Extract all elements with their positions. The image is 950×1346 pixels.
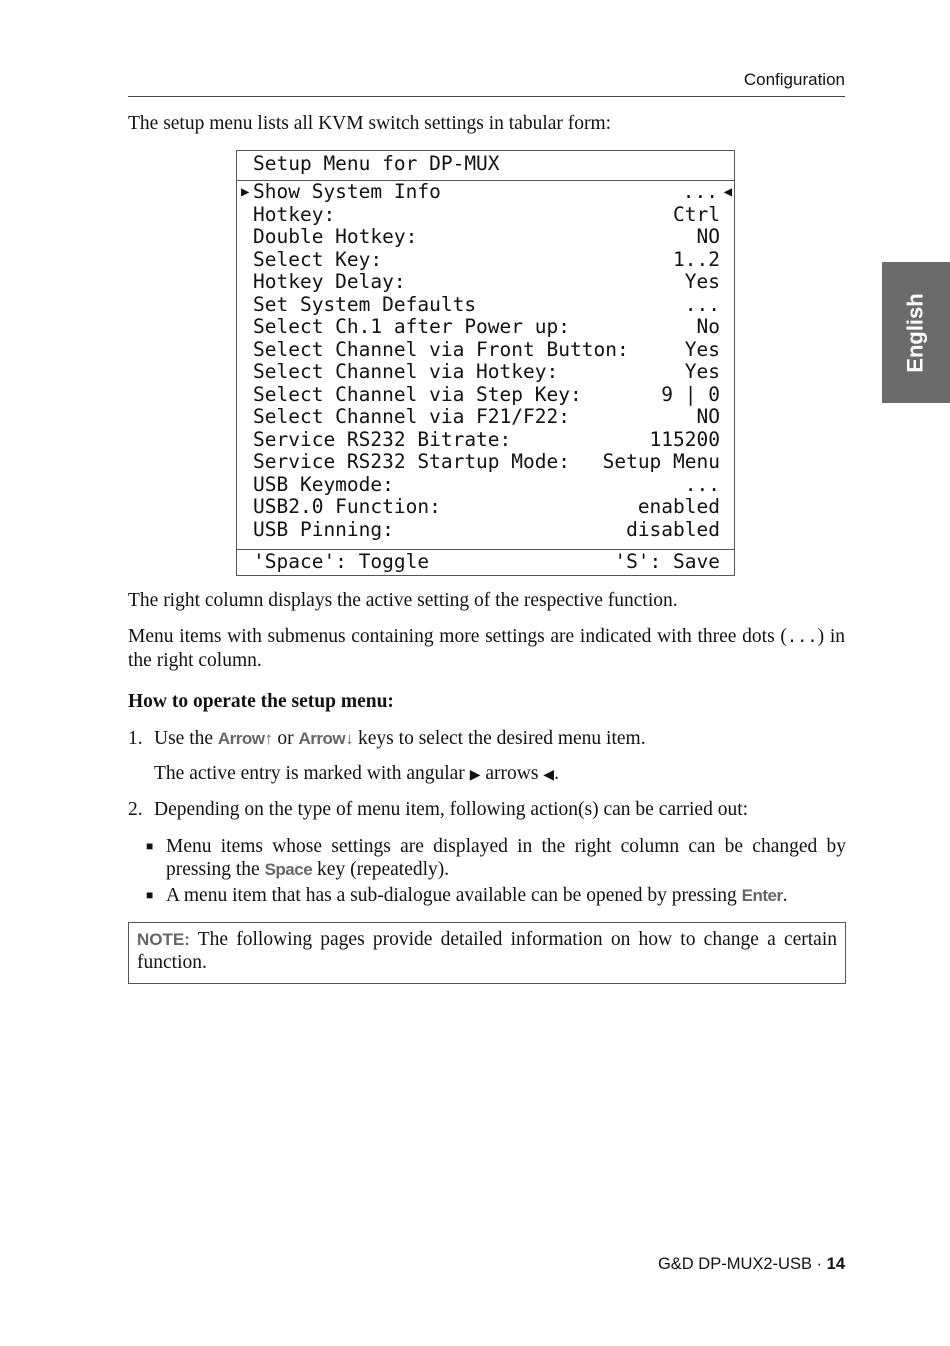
menu-row-value: ...	[684, 292, 720, 316]
menu-row-label: Show System Info	[253, 180, 441, 203]
menu-row[interactable]	[237, 384, 734, 407]
bullet-icon: ■	[146, 888, 154, 902]
menu-row-value: Yes	[684, 270, 720, 293]
menu-row-value: Yes	[684, 360, 720, 383]
step-1-note	[154, 762, 844, 787]
menu-row[interactable]	[237, 271, 734, 294]
menu-row[interactable]	[237, 496, 734, 519]
step-2-text: Depending on the type of menu item, following action(s) can be carried out:	[154, 799, 749, 820]
dots-symbol: ...	[786, 627, 818, 647]
page-number: 14	[826, 1255, 845, 1273]
text: Use the	[154, 728, 218, 749]
menu-row[interactable]	[237, 181, 734, 204]
menu-row-value: 115200	[649, 427, 720, 451]
text: .	[782, 885, 788, 906]
bullet-icon: ■	[146, 839, 154, 853]
menu-row[interactable]	[237, 406, 734, 429]
menu-row-value: 9 | 0	[661, 382, 720, 406]
arrow-down-key: Arrow↓	[298, 729, 354, 748]
paragraph-right-column: The right column displays the active setting of the respective function.	[128, 590, 678, 611]
menu-row-label: Service RS232 Bitrate:	[253, 427, 512, 451]
menu-row-value: No	[696, 315, 720, 338]
menu-row-value: NO	[696, 225, 720, 248]
menu-row-label: Service RS232 Startup Mode:	[253, 450, 570, 473]
enter-key: Enter	[741, 886, 783, 905]
menu-row[interactable]	[237, 294, 734, 317]
menu-row[interactable]	[237, 474, 734, 497]
arrow-up-key: Arrow↑	[217, 729, 273, 748]
bullet-1-text	[166, 835, 846, 881]
menu-row-label: Double Hotkey:	[253, 225, 418, 248]
menu-row-value: ...	[684, 472, 720, 496]
step-1-text	[154, 727, 646, 750]
active-left-pointer-icon: ◀	[723, 184, 732, 200]
menu-row-value: Setup Menu	[602, 450, 720, 473]
para2-text-b: ) in the right column.	[128, 626, 845, 671]
menu-row-label: Set System Defaults	[253, 292, 477, 316]
step-number: 2.	[128, 799, 143, 820]
menu-row-value: enabled	[637, 495, 720, 518]
text: A menu item that has a sub-dialogue available can be opened by pressing	[166, 885, 742, 906]
section-title: Configuration	[743, 70, 845, 89]
menu-title: Setup Menu for DP-MUX	[237, 151, 734, 181]
menu-row[interactable]	[237, 339, 734, 362]
page-header	[128, 70, 845, 97]
text: key (repeatedly).	[312, 859, 450, 880]
menu-row-label: Select Key:	[253, 247, 383, 271]
product-name: G&D DP-MUX2-USB ·	[657, 1255, 827, 1273]
step-number: 1.	[128, 728, 143, 749]
menu-row-label: Select Channel via F21/F22:	[253, 405, 570, 428]
menu-row-value: Yes	[684, 337, 720, 361]
language-tab	[882, 262, 950, 403]
menu-row-label: Hotkey:	[253, 202, 336, 226]
menu-row[interactable]	[237, 249, 734, 272]
page-footer	[658, 1255, 845, 1274]
menu-row-value: NO	[696, 405, 720, 428]
menu-rows	[237, 181, 734, 549]
menu-row[interactable]	[237, 519, 734, 542]
save-hint: 'S': Save	[614, 550, 720, 573]
menu-footer	[237, 549, 734, 576]
active-right-pointer-icon: ▶	[241, 184, 250, 200]
text: .	[554, 763, 559, 784]
left-pointer-icon: ◀	[543, 768, 555, 783]
menu-row-label: Hotkey Delay:	[253, 270, 406, 293]
text: keys to select the desired menu item.	[353, 728, 646, 749]
menu-row-value: ...	[682, 180, 718, 203]
menu-row[interactable]	[237, 429, 734, 452]
para2-text-a: Menu items with submenus containing more settings are indicated with three dots (	[128, 626, 787, 647]
setup-menu-box	[236, 150, 735, 576]
intro-text: The setup menu lists all KVM switch settings in tabular form:	[128, 113, 612, 134]
menu-row-label: Select Ch.1 after Power up:	[253, 315, 570, 338]
menu-row[interactable]	[237, 226, 734, 249]
menu-row[interactable]	[237, 361, 734, 384]
menu-row-label: USB Pinning:	[253, 517, 394, 541]
space-key: Space	[264, 860, 313, 879]
text: or	[272, 728, 299, 749]
text: arrows	[480, 763, 544, 784]
menu-row-label: Select Channel via Step Key:	[253, 382, 582, 406]
menu-row[interactable]	[237, 204, 734, 227]
note-text: The following pages provide detailed information on how to change a certain function.	[137, 929, 837, 973]
language-label: English	[903, 292, 929, 373]
howto-heading: How to operate the setup menu:	[128, 691, 394, 712]
menu-row-label: Select Channel via Hotkey:	[253, 360, 559, 383]
menu-row[interactable]	[237, 451, 734, 474]
menu-row-value: Ctrl	[673, 202, 720, 226]
note-label: NOTE:	[137, 930, 190, 949]
paragraph-submenus	[128, 625, 845, 672]
menu-row[interactable]	[237, 316, 734, 339]
right-pointer-icon: ▶	[469, 768, 481, 783]
menu-row-label: Select Channel via Front Button:	[253, 337, 629, 361]
menu-row-label: USB2.0 Function:	[253, 495, 441, 518]
bullet-2-text	[166, 884, 846, 907]
text: Menu items whose settings are displayed in the right column can be changed by pressing the	[166, 836, 846, 880]
text: The active entry is marked with angular	[154, 763, 470, 784]
menu-row-value: 1..2	[673, 247, 720, 271]
menu-row-value: disabled	[626, 517, 720, 541]
toggle-hint: 'Space': Toggle	[253, 550, 430, 573]
menu-row-label: USB Keymode:	[253, 472, 394, 496]
note-box	[128, 922, 846, 984]
